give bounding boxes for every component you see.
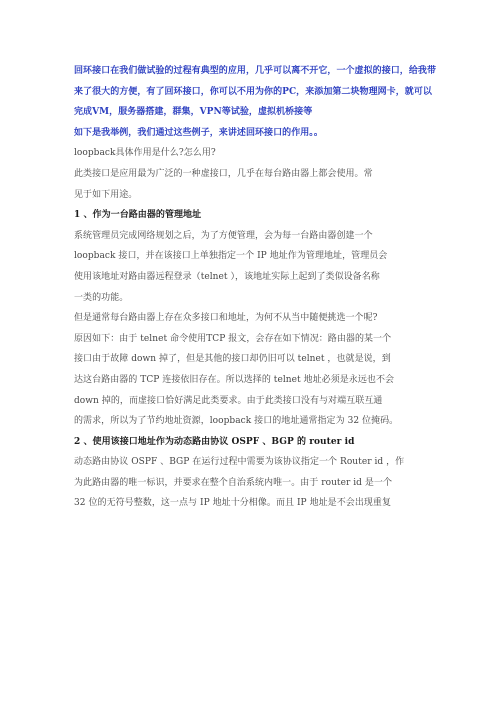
text-line: 原因如下：由于 telnet 命令使用TCP 报文，会存在如下情况：路由器的某一个 [74, 333, 392, 344]
text-line: 完成VM，服务器搭建，群集，VPN等试验，虚拟机桥接等 [74, 107, 313, 118]
section-heading: 1 、作为一台路由器的管理地址 [74, 210, 202, 221]
document-body [74, 66, 437, 519]
text-line: 回环接口在我们做试验的过程有典型的应用，几乎可以离不开它，一个虚拟的接口，给我带 [74, 66, 437, 76]
text-line: 32 位的无符号整数，这一点与 IP 地址十分相像。而且 IP 地址是不会出现重复 [74, 498, 392, 509]
text-line: 见于如下用途。 [74, 189, 138, 200]
text-line: 此类接口是应用最为广泛的一种虚接口，几乎在每台路由器上都会使用。常 [74, 168, 373, 179]
text-line: 使用该地址对路由器远程登录（telnet ），该地址实际上起到了类似设备名称 [74, 271, 380, 282]
text-line: 但是通常每台路由器上存在众多接口和地址，为何不从当中随便挑选一个呢? [74, 313, 378, 324]
text-line: down 掉的，而虚接口恰好满足此类要求。由于此类接口没有与对端互联互通 [74, 395, 383, 406]
text-line: 动态路由协议 OSPF 、BGP 在运行过程中需要为该协议指定一个 Router id ，作 [74, 457, 405, 468]
section-heading: 2 、使用该接口地址作为动态路由协议 OSPF 、BGP 的 router id [74, 436, 355, 447]
text-line: 一类的功能。 [74, 292, 129, 303]
text-line: 的需求，所以为了节约地址资源，loopback 接口的地址通常指定为 32 位掩码。 [74, 416, 399, 427]
text-line: 如下是我举例，我们通过这些例子，来讲述回环接口的作用。。 [74, 127, 323, 138]
text-line: loopback 接口，并在该接口上单独指定一个 IP 地址作为管理地址，管理员会 [74, 251, 388, 262]
text-line: 达这台路由器的 TCP 连接依旧存在。所以选择的 telnet 地址必须是永远也不会 [74, 374, 395, 385]
text-line: 接口由于故障 down 掉了，但是其他的接口却仍旧可以 telnet ，也就是说，到 [74, 354, 391, 365]
text-line: 为此路由器的唯一标识，并要求在整个自治系统内唯一。由于 router id 是一个 [74, 477, 393, 488]
text-line: 系统管理员完成网络规划之后，为了方便管理，会为每一台路由器创建一个 [74, 230, 373, 241]
text-line: 来了很大的方便，有了回环接口，你可以不用为你的PC，来添加第二块物理网卡，就可以 [74, 86, 432, 97]
text-line: loopback具体作用是什么?怎么用? [74, 148, 216, 159]
